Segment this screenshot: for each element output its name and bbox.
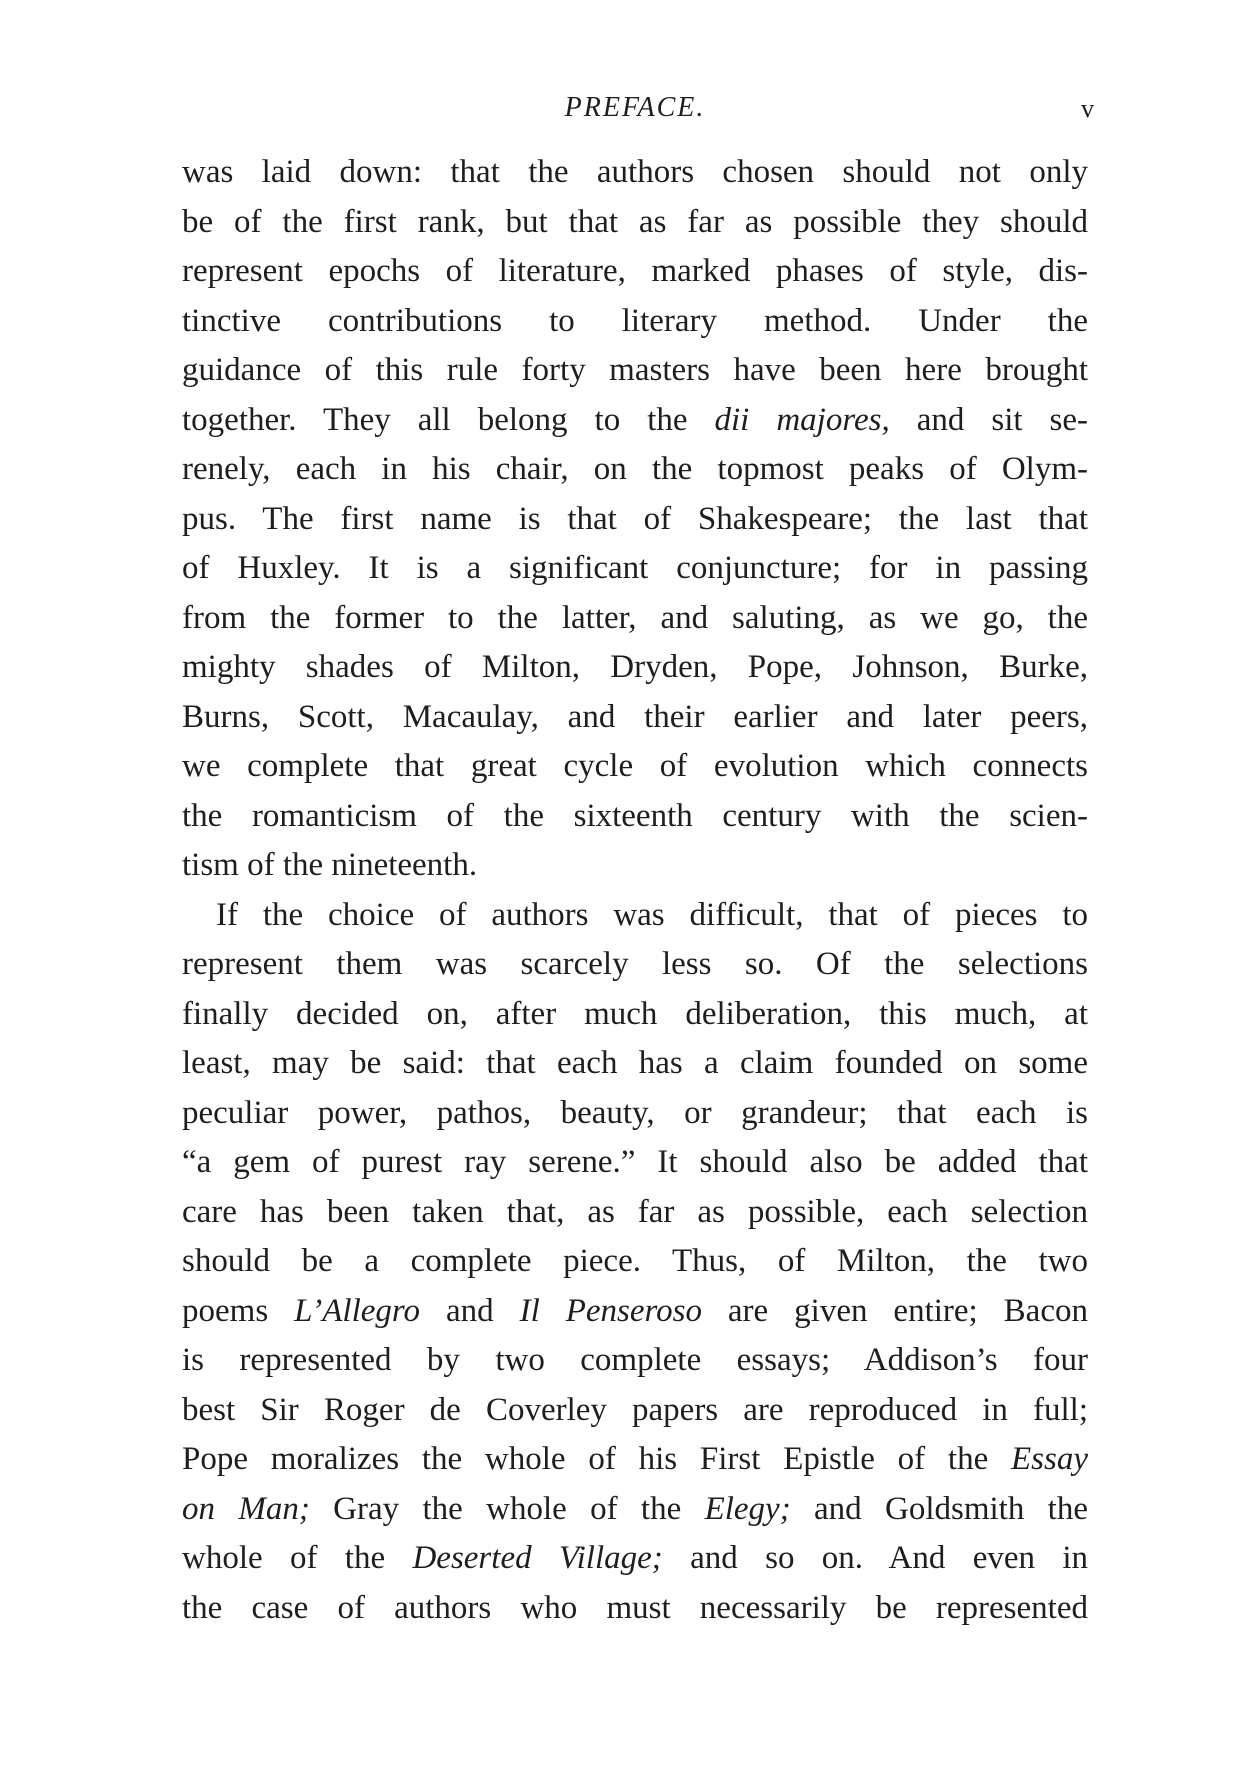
text-line [182, 594, 1088, 644]
text-run: we complete that great cycle of evolution which connects [182, 748, 1088, 784]
text-run: least, may be said: that each has a claim founded on some [182, 1045, 1088, 1081]
text-run: was laid down: that the authors chosen should not only [182, 154, 1088, 190]
text-line [182, 693, 1088, 743]
running-title: PREFACE. [564, 92, 706, 123]
text-run: tism of the nineteenth. [182, 847, 478, 883]
text-line [182, 1435, 1088, 1485]
text-line [182, 1138, 1088, 1188]
text-line [182, 1386, 1088, 1436]
text-run: the romanticism of the sixteenth century with the scien- [182, 797, 1088, 834]
text-run: guidance of this rule forty masters have been here brought [182, 352, 1088, 388]
text-run: and [420, 1292, 520, 1329]
text-run: is represented by two complete essays; Addison’s four [182, 1342, 1088, 1378]
text-run: be of the first rank, but that as far as possible they should [182, 203, 1088, 240]
text-line [182, 940, 1088, 990]
text-run: peculiar power, pathos, beauty, or grandeur; that each is [182, 1094, 1088, 1131]
text-run: should be a complete piece. Thus, of Milton, the two [182, 1243, 1088, 1279]
text-run: together. They all belong to the [182, 401, 715, 438]
italic-text: Elegy; [704, 1490, 791, 1527]
text-run: are given entire; Bacon [701, 1292, 1088, 1329]
page-number: v [1081, 94, 1094, 123]
text-line [182, 1237, 1088, 1287]
italic-text: Il Penseroso [519, 1292, 702, 1329]
paragraph [182, 891, 1088, 1634]
text-run: finally decided on, after much deliberation, this much, at [182, 995, 1088, 1032]
italic-text: dii majores, [714, 401, 890, 438]
text-run: the case of authors who must necessarily be represented [182, 1589, 1088, 1626]
text-line [182, 1039, 1088, 1089]
text-line [182, 445, 1088, 495]
text-run: represent epochs of literature, marked phases of style, dis- [182, 253, 1088, 289]
text-line [182, 742, 1088, 792]
body-text [182, 148, 1088, 1633]
text-run: and Goldsmith the [790, 1490, 1089, 1527]
text-line [182, 1188, 1088, 1238]
text-run: whole of the [182, 1540, 413, 1576]
italic-text: Deserted Village; [412, 1540, 663, 1576]
text-line [182, 1336, 1088, 1386]
paragraph [182, 148, 1088, 891]
text-run: Gray the whole of the [309, 1490, 705, 1527]
text-run: of Huxley. It is a significant conjuncture; for in passing [182, 550, 1088, 586]
text-line [182, 990, 1088, 1040]
text-run: represent them was scarcely less so. Of the selections [182, 946, 1088, 982]
text-line [182, 396, 1088, 446]
text-run: and so on. And even in [662, 1540, 1088, 1576]
text-line [182, 148, 1088, 198]
text-line [182, 495, 1088, 545]
text-run: Pope moralizes the whole of his First Epistle of the [182, 1441, 1011, 1477]
italic-text: L’Allegro [294, 1292, 421, 1329]
text-run: best Sir Roger de Coverley papers are reproduced in full; [182, 1391, 1088, 1428]
text-run: care has been taken that, as far as possible, each selection [182, 1193, 1088, 1230]
text-line [182, 1534, 1088, 1584]
text-run: poems [182, 1292, 295, 1329]
text-run: tinctive contributions to literary method. Under the [182, 302, 1088, 339]
text-line [182, 247, 1088, 297]
text-line [182, 1089, 1088, 1139]
text-line [182, 1584, 1088, 1634]
text-run: renely, each in his chair, on the topmost peaks of Olym- [182, 451, 1088, 487]
text-line [182, 792, 1088, 842]
text-run: from the former to the latter, and saluting, as we go, the [182, 599, 1088, 636]
text-line [182, 544, 1088, 594]
italic-text: Essay [1011, 1441, 1088, 1477]
text-line [182, 643, 1088, 693]
text-run: If the choice of authors was difficult, that of pieces to [216, 896, 1088, 933]
text-line [182, 297, 1088, 347]
text-line [182, 841, 1088, 891]
text-line [182, 1287, 1088, 1337]
text-line [182, 1485, 1088, 1535]
text-run: and sit se- [889, 401, 1089, 438]
running-head [182, 92, 1094, 132]
text-run: “a gem of purest ray serene.” It should also be added that [182, 1144, 1088, 1180]
text-run: pus. The first name is that of Shakespeare; the last that [182, 500, 1088, 537]
text-run: mighty shades of Milton, Dryden, Pope, Johnson, Burke, [182, 649, 1088, 685]
italic-text: on Man; [182, 1490, 310, 1527]
text-line [182, 198, 1088, 248]
text-run: Burns, Scott, Macaulay, and their earlier and later peers, [182, 698, 1088, 735]
text-line [182, 346, 1088, 396]
text-line [182, 891, 1088, 941]
